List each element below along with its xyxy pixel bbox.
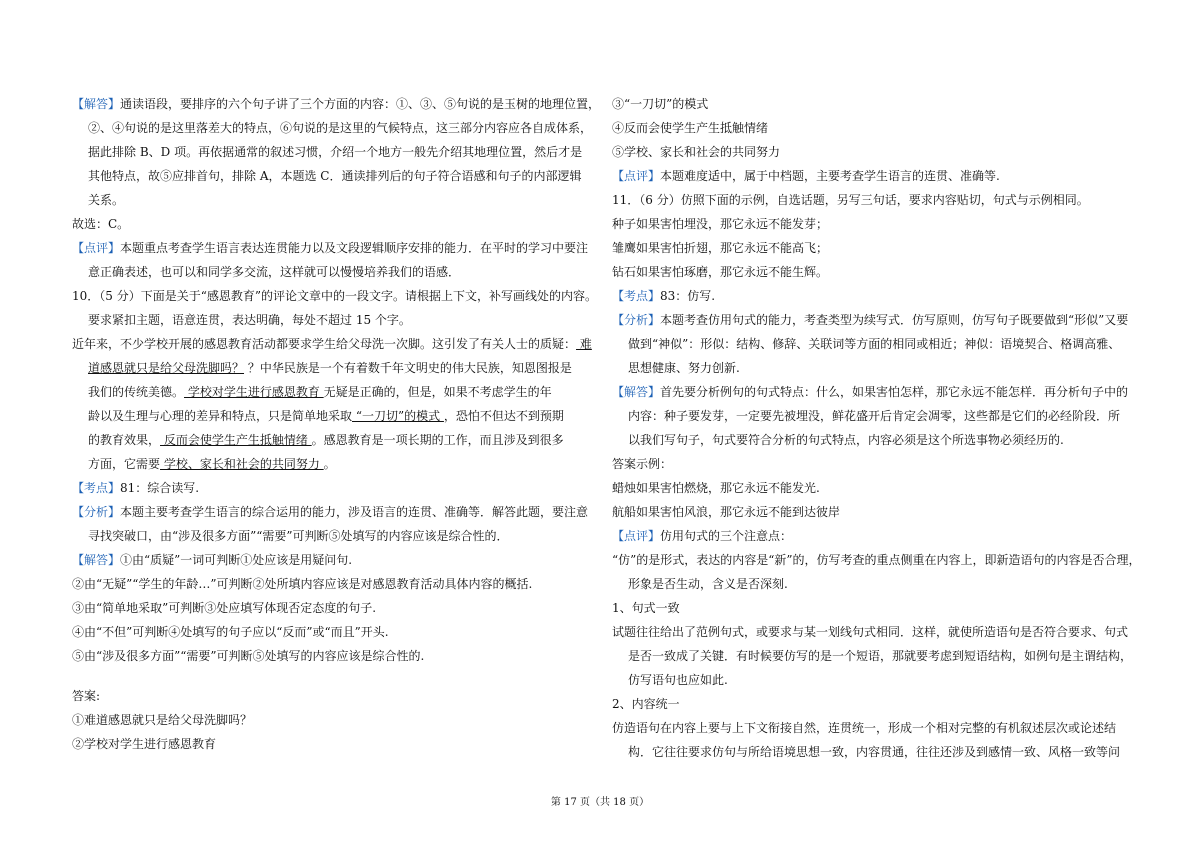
kaodian-line [612, 288, 715, 304]
comment-line [612, 168, 1000, 184]
blank-answer: 难 [576, 337, 592, 351]
example-line: 蜡烛如果害怕燃烧，那它永远不能发光. [612, 481, 820, 495]
text-line: 仿造语句在内容上要与上下文衔接自然，连贯统一，形成一个相对完整的有机叙述层次或论述结 [612, 721, 1117, 735]
subheading: 2、内容统一 [612, 697, 680, 711]
text-line: 寻找突破口，由“涉及很多方面”“需要”可判断⑤处填写的内容应该是综合性的． [88, 529, 509, 543]
analysis-line [72, 504, 588, 520]
passage-line [88, 408, 564, 424]
text-line: 试题往往给出了范例句式，或要求与某一划线句式相同．这样，就使所造语句是否符合要求、句式 [612, 625, 1129, 639]
example-line: 雏鹰如果害怕折翅，那它永远不能高飞； [612, 241, 829, 255]
page-number-footer: 第 17 页（共 18 页） [550, 797, 650, 808]
section-tag: 【点评】 [612, 169, 661, 183]
answer-line [72, 552, 352, 568]
blank-answer: 学校对学生进行感恩教育 [184, 385, 324, 399]
text-line: 做到“神似”：形似：结构、修辞、关联词等方面的相同或相近；神似：语境契合、格调高雅、 [628, 337, 1121, 351]
section-tag: 【点评】 [612, 529, 661, 543]
text: 仿用句式的三个注意点： [660, 529, 793, 543]
text: 无疑是正确的，但是，如果不考虑学生的年 [323, 385, 552, 399]
question-11-title: 11．（6 分）仿照下面的示例，自选话题，另写三句话，要求内容贴切，句式与示例相同。 [612, 193, 1089, 207]
text: 近年来，不少学校开展的感恩教育活动都要求学生给父母洗一次脚。这引发了有关人士的质疑： [72, 337, 577, 351]
text-line: 其他特点，故⑤应排首句，排除 A，本题选 C．通读排列后的句子符合语感和句子的内部逻辑 [88, 169, 582, 183]
blank-answer: 学校、家长和社会的共同努力 [160, 457, 324, 471]
comment-line [612, 528, 792, 544]
text: 本题主要考查学生语言的综合运用的能力，涉及语言的连贯、准确等．解答此题，要注意 [120, 505, 589, 519]
section-tag: 【分析】 [72, 505, 121, 519]
passage-line [88, 384, 552, 400]
answer-line [72, 96, 600, 112]
blank-answer: 道感恩就只是给父母洗脚吗？ [88, 361, 245, 375]
answer-item: ③“一刀切”的模式 [612, 97, 709, 111]
example-line: 种子如果害怕埋没，那它永远不能发芽； [612, 217, 829, 231]
text-line: 要求紧扣主题，语意连贯，表达明确，每处不超过 15 个字。 [88, 313, 411, 327]
text: 本题难度适中，属于中档题，主要考查学生语言的连贯、准确等. [660, 169, 1000, 183]
text: 龄以及生理与心理的差异和特点，只是简单地采取 [88, 409, 353, 423]
text-line: ③由“简单地采取”可判断③处应填写体现否定态度的句子. [72, 601, 377, 615]
text-line: 故选：C。 [72, 217, 130, 231]
kaodian-line [72, 480, 199, 496]
example-line: 航船如果害怕风浪，那它永远不能到达彼岸 [612, 505, 841, 519]
text: ，恐怕不但达不到预期 [443, 409, 564, 423]
comment-line [72, 240, 588, 256]
analysis-line [612, 312, 1128, 328]
text-line: ②由“无疑”“学生的年龄…”可判断②处所填内容应该是对感恩教育活动具体内容的概括. [72, 577, 533, 591]
text: ①由“质疑”一词可判断①处应该是用疑问句. [120, 553, 353, 567]
blank-answer: 反而会使学生产生抵触情绪 [160, 433, 312, 447]
subheading: 1、句式一致 [612, 601, 680, 615]
section-tag: 【考点】 [612, 289, 661, 303]
text: 方面，它需要 [88, 457, 161, 471]
text-line: 据此排除 B、D 项。再依据通常的叙述习惯，介绍一个地方一般先介绍其地理位置，然后才是 [88, 145, 583, 159]
text-line: 是否一致成了关键．有时候要仿写的是一个短语，那就要考虑到短语结构，如例句是主谓结构， [628, 649, 1133, 663]
text-line: 构．它往往要求仿句与所给语境思想一致，内容贯通，往往还涉及到感情一致、风格一致等问 [628, 745, 1121, 759]
text-line: 仿写语句也应如此. [628, 673, 728, 687]
text-line: 关系。 [88, 193, 125, 207]
text-line: 内容：种子要发芽，一定要先被埋没，鲜花盛开后肯定会凋零，这些都是它们的必经阶段．所 [628, 409, 1121, 423]
passage-line [88, 360, 572, 376]
text: 本题重点考查学生语言表达连贯能力以及文段逻辑顺序安排的能力．在平时的学习中要注 [120, 241, 589, 255]
text-line: ②、④句说的是这里落差大的特点，⑥句说的是这里的气候特点，这三部分内容应各自成体系， [88, 121, 593, 135]
answer-line [612, 384, 1128, 400]
text: ？中华民族是一个有着数千年文明史的伟大民族，知恩图报是 [244, 361, 572, 375]
question-10-title: 10．（5 分）下面是关于“感恩教育”的评论文章中的一段文字。请根据上下文，补写画线处的内容。 [72, 289, 597, 303]
section-tag: 【分析】 [612, 313, 661, 327]
text: 83：仿写. [660, 289, 716, 303]
text-line: “仿”的是形式，表达的内容是“新”的，仿写考查的重点侧重在内容上，即新造语句的内容是否合理， [612, 553, 1141, 567]
text: 首先要分析例句的句式特点：什么，如果害怕怎样，那它永远不能怎样．再分析句子中的 [660, 385, 1129, 399]
section-tag: 【解答】 [72, 97, 121, 111]
text-line: ④由“不但”可判断④处填写的句子应以“反而”或“而且”开头. [72, 625, 389, 639]
section-tag: 【点评】 [72, 241, 121, 255]
section-tag: 【解答】 [72, 553, 121, 567]
answer-item: ②学校对学生进行感恩教育 [72, 737, 217, 751]
passage-line [72, 336, 592, 352]
passage-line [88, 432, 564, 448]
passage-line [88, 456, 336, 472]
text: 。感恩教育是一项长期的工作，而且涉及到很多 [311, 433, 564, 447]
text-line: 以我们写句子，句式要符合分析的句式特点，内容必须是这个所选事物必须经历的. [628, 433, 1064, 447]
example-line: 钻石如果害怕琢磨，那它永远不能生辉。 [612, 265, 829, 279]
text-line: 意正确表述，也可以和同学多交流，这样就可以慢慢培养我们的语感． [88, 265, 461, 279]
answer-item: ④反而会使学生产生抵触情绪 [612, 121, 769, 135]
text-line: 思想健康、努力创新. [628, 361, 740, 375]
text: 的教育效果， [88, 433, 161, 447]
text-line: ⑤由“涉及很多方面”“需要”可判断⑤处填写的内容应该是综合性的. [72, 649, 425, 663]
answer-item: ①难道感恩就只是给父母洗脚吗？ [72, 713, 253, 727]
section-tag: 【考点】 [72, 481, 121, 495]
blank-answer: “一刀切”的模式 [352, 409, 444, 423]
answer-item: ⑤学校、家长和社会的共同努力 [612, 145, 781, 159]
text: 我们的传统美德。 [88, 385, 185, 399]
text: 通读语段，要排序的六个句子讲了三个方面的内容：①、③、⑤句说的是玉树的地理位置， [120, 97, 601, 111]
section-tag: 【解答】 [612, 385, 661, 399]
answer-heading: 答案: [72, 689, 101, 703]
text: 81：综合读写. [120, 481, 200, 495]
text: 。 [323, 457, 336, 471]
example-heading: 答案示例： [612, 457, 673, 471]
text: 本题考查仿用句式的能力，考查类型为续写式．仿写原则，仿写句子既要做到“形似”又要 [660, 313, 1129, 327]
text-line: 形象是否生动，含义是否深刻. [628, 577, 788, 591]
